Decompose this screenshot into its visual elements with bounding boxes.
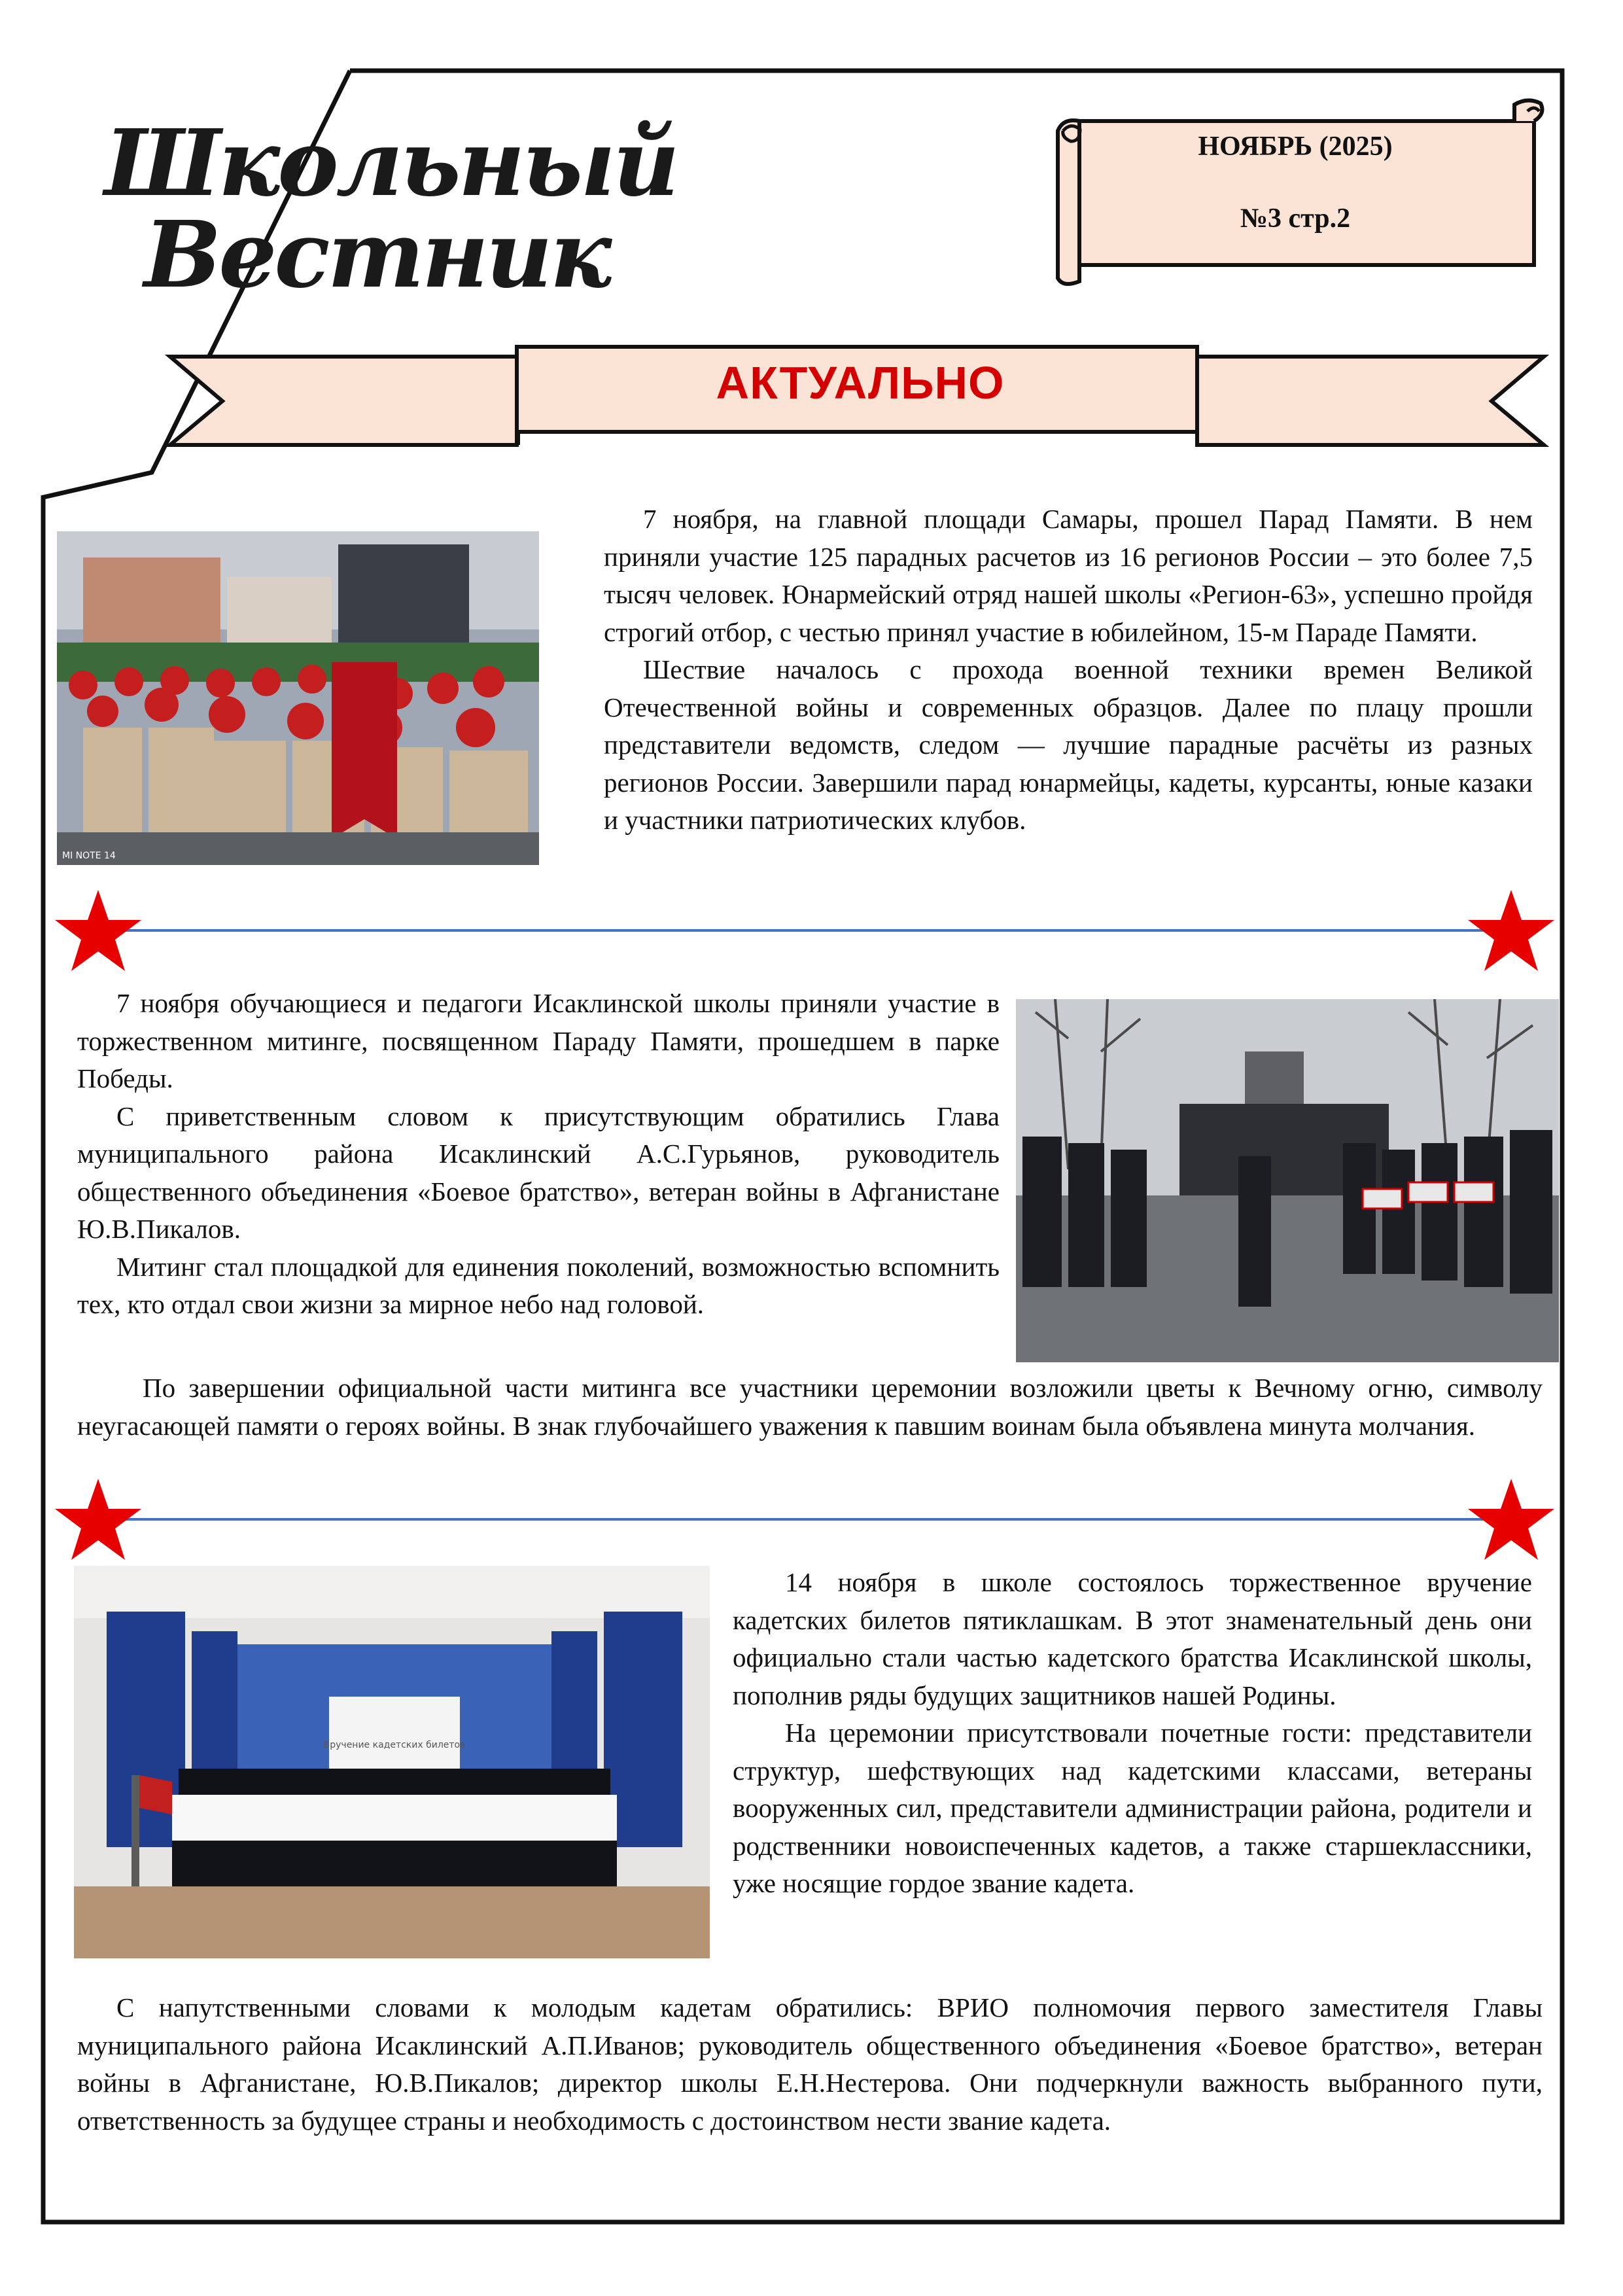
article-3-paragraph-1: 14 ноября в школе состоялось торжественное вручение кадетских билетов пятиклашкам. В этот знаменательный день они официально стали частью кадетского братства Исаклинской школы, пополнив ряды будущих защитников нашей Родины.	[733, 1567, 1532, 1710]
issue-scroll	[1043, 92, 1554, 294]
masthead-logo	[98, 110, 677, 309]
article-2-paragraph-2: С приветственным словом к присутствующим обратились Глава муниципального района Исаклинский А.С.Гурьянов, руководитель общественного объединения «Боевое братство», ветеран войны в Афганистане Ю.В.Пикалов.	[77, 1101, 1000, 1244]
article-2-paragraph-3: Митинг стал площадкой для единения поколений, возможностью вспомнить тех, кто отдал свои жизни за мирное небо над головой.	[77, 1251, 1000, 1319]
article-3-closing-text	[77, 1989, 1543, 2140]
parade-photo	[57, 531, 539, 865]
article-2-paragraph-1: 7 ноября обучающиеся и педагоги Исаклинской школы приняли участие в торжественном митинге, посвященном Параду Памяти, прошедшем в парке Победы.	[77, 988, 1000, 1093]
divider-2	[39, 1472, 1570, 1570]
rally-photo	[1016, 999, 1559, 1362]
article-2-closing-text	[77, 1369, 1543, 1445]
article-3-paragraph-2: На церемонии присутствовали почетные гости: представители структур, шефствующих над кадетскими классами, ветераны вооруженных сил, представители администрации района, родители и родственники новоиспеченных кадетов, а также старшеклассники, уже носящие гордое звание кадета.	[733, 1718, 1532, 1898]
issue-number: №3 стр.2	[1240, 203, 1351, 234]
article-2-closing-paragraph: По завершении официальной части митинга все участники церемонии возложили цветы к Вечному огню, символу неугасающей памяти о героях войны. В знак глубочайшего уважения к павшим воинам была объявлена минута молчания.	[77, 1373, 1543, 1441]
article-3-text	[733, 1564, 1532, 1903]
article-3-closing-paragraph: С напутственными словами к молодым кадетам обратились: ВРИО полномочия первого заместителя Главы муниципального района Исаклинский А.П.Иванов; руководитель общественного объединения «Боевое братство», ветеран войны в Афганистане, Ю.В.Пикалов; директор школы Е.Н.Нестерова. Они подчеркнули важность выбранного пути, ответственность за будущее страны и необходимость с достоинством нести звание кадета.	[77, 1992, 1543, 2136]
ceremony-slide-text: Вручение кадетских билетов	[323, 1740, 466, 1750]
article-2-text	[77, 985, 1000, 1324]
logo-line-2: Вестник	[144, 202, 610, 309]
cadet-ceremony-photo	[74, 1566, 710, 1958]
divider-1	[39, 883, 1570, 981]
article-1-paragraph-2: Шествие началось с прохода военной техники времен Великой Отечественной войны и современных образцов. Далее по плацу прошли представители ведомств, следом — лучшие парадные расчёты из разных регионов России. Завершили парад юнармейцы, кадеты, курсанты, юные казаки и участники патриотических клубов.	[604, 654, 1533, 835]
photo-caption: MI NOTE 14	[62, 851, 116, 861]
logo-line-1: Школьный	[105, 110, 677, 217]
article-1-text	[604, 501, 1533, 839]
issue-month: НОЯБРЬ (2025)	[1198, 132, 1393, 162]
section-title: АКТУАЛЬНО	[716, 357, 1005, 408]
article-1-paragraph-1: 7 ноября, на главной площади Самары, прошел Парад Памяти. В нем приняли участие 125 парадных расчетов из 16 регионов России – это более 7,5 тысяч человек. Юнармейский отряд нашей школы «Регион-63», успешно пройдя строгий отбор, с честью принял участие в юбилейном, 15-м Параде Памяти.	[604, 504, 1533, 647]
